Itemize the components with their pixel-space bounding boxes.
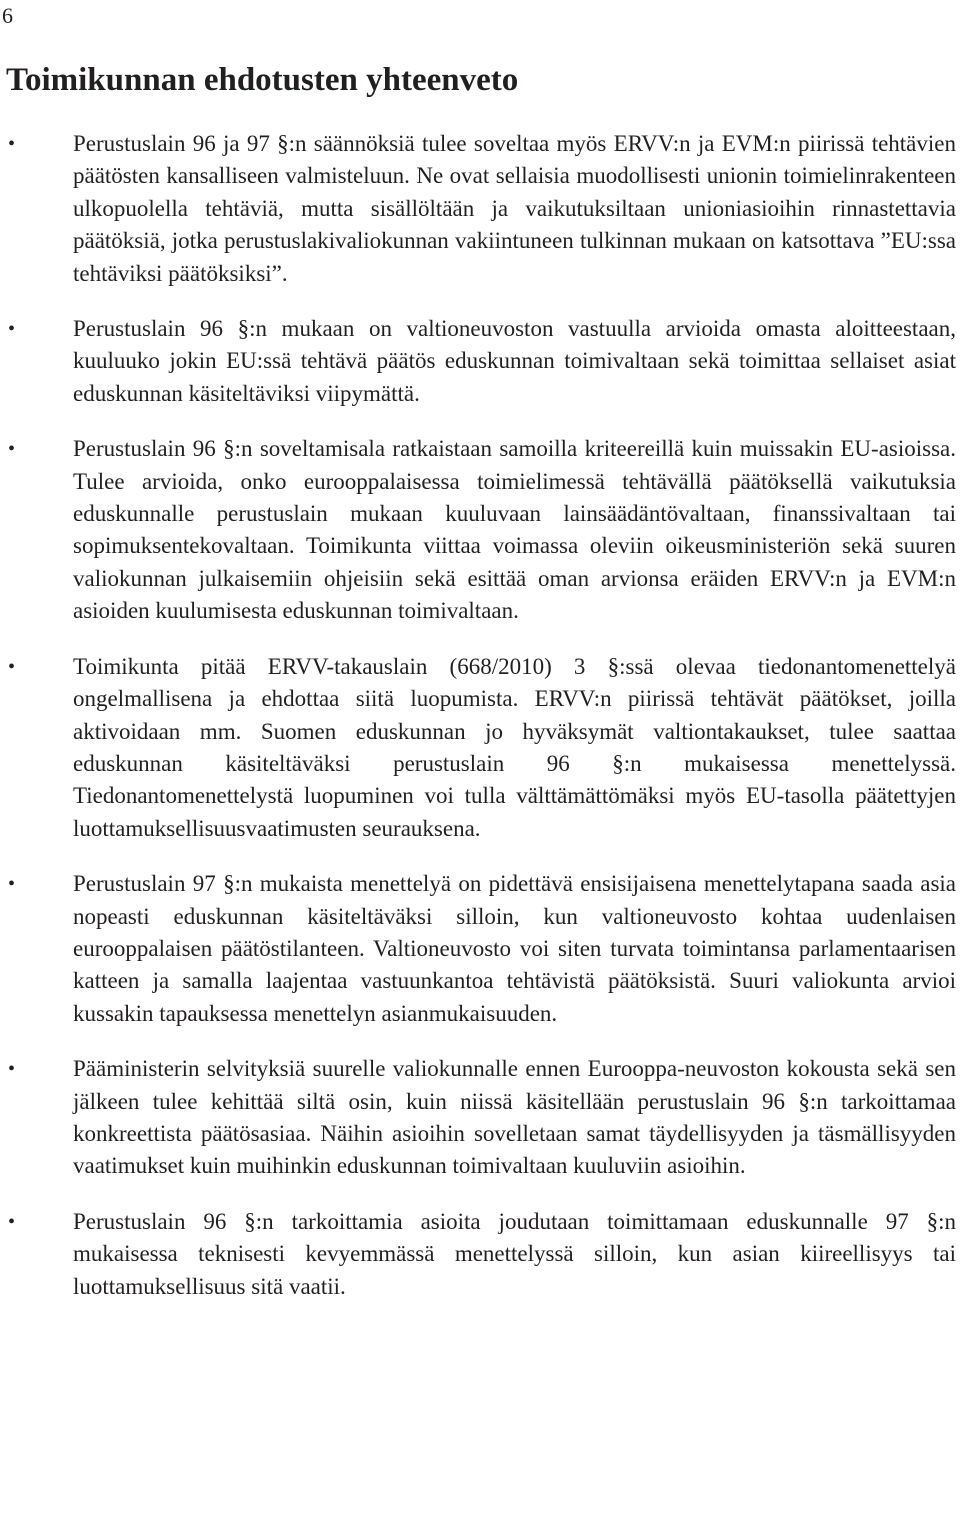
- bullet-icon: •: [8, 318, 16, 341]
- bullet-text: Perustuslain 97 §:n mukaista menettelyä on pidettävä ensisijaisena menettelytapana saada asia nopeasti eduskunnan käsiteltäväksi silloin, kun valtioneuvosto kohtaa uudenlaisen eurooppalaisen päätöstilanteen. Valtioneuvosto voi siten turvata toimintansa parlamentaarisen katteen ja samalla laajentaa vastuunkantoa tehtävistä päätöksistä. Suuri valiokunta arvioi kussakin tapauksessa menettelyn asianmukaisuuden.: [73, 871, 956, 1026]
- summary-bullet-2: [0, 313, 956, 410]
- summary-bullet-4: [0, 651, 956, 845]
- bullet-text: Pääministerin selvityksiä suurelle valiokunnalle ennen Eurooppa-neuvoston kokousta sekä sen jälkeen tulee kehittää siltä osin, kuin niissä käsitellään perustuslain 96 §:n tarkoittamaa konkreettista päätösasiaa. Näihin asioihin sovelletaan samat täydellisyyden ja täsmällisyyden vaatimukset kuin muihinkin eduskunnan toimivaltaan kuuluviin asioihin.: [73, 1056, 956, 1179]
- bullet-text: Toimikunta pitää ERVV-takauslain (668/2010) 3 §:ssä olevaa tiedonantomenettelyä ongelmallisena ja ehdottaa siitä luopumista. ERVV:n piirissä tehtävät päätökset, joilla aktivoidaan mm. Suomen eduskunnan jo hyväksymät valtiontakaukset, tulee saattaa eduskunnan käsiteltäväksi perustuslain 96 §:n mukaisessa menettelyssä. Tiedonantomenettelystä luopuminen voi tulla välttämättömäksi myös EU-tasolla päätettyjen luottamuksellisuusvaatimusten seurauksena.: [73, 653, 956, 841]
- bullet-icon: •: [8, 133, 16, 155]
- summary-bullet-list: [0, 128, 956, 1303]
- bullet-icon: •: [8, 655, 16, 678]
- bullet-text: Perustuslain 96 §:n soveltamisala ratkaistaan samoilla kriteereillä kuin muissakin EU-asioissa. Tulee arvioida, onko eurooppalaisessa toimielimessä tehtävällä päätöksellä vaikutuksia eduskunnalle perustuslain mukaan kuuluvaan lainsäädäntövaltaan, finanssivaltaan tai sopimuksentekovaltaan. Toimikunta viittaa voimassa oleviin oikeusministeriön sekä suuren valiokunnan julkaisemiin ohjeisiin sekä esittää oman arvionsa eräiden ERVV:n ja EVM:n asioiden kuulumisesta eduskunnan toimivaltaan.: [73, 436, 956, 624]
- page-title: Toimikunnan ehdotusten yhteenveto: [6, 62, 519, 98]
- bullet-text: Perustuslain 96 ja 97 §:n säännöksiä tulee soveltaa myös ERVV:n ja EVM:n piirissä tehtävien päätösten kansalliseen valmisteluun. Ne ovat sellaisia muodollisesti unionin toimielinrakenteen ulkopuolella tehtäviä, mutta sisällöltään ja vaikutuksiltaan unioniasioihin rinnastettavia päätöksiä, jotka perustuslakivaliokunnan vakiintuneen tulkinnan mukaan on katsottava ”EU:ssa tehtäviksi päätöksiksi”.: [73, 131, 956, 286]
- page-number: 6: [2, 3, 13, 28]
- summary-bullet-3: [0, 433, 956, 627]
- bullet-icon: •: [8, 1210, 16, 1233]
- bullet-text: Perustuslain 96 §:n tarkoittamia asioita joudutaan toimittamaan eduskunnalle 97 §:n mukaisessa teknisesti kevyemmässä menettelyssä silloin, kun asian kiireellisyys tai luottamuksellisuus sitä vaatii.: [73, 1208, 956, 1299]
- bullet-icon: •: [8, 873, 16, 896]
- bullet-icon: •: [8, 438, 16, 461]
- summary-bullet-6: [0, 1053, 956, 1183]
- summary-bullet-5: [0, 868, 956, 1030]
- summary-bullet-1: [0, 128, 956, 290]
- summary-bullet-7: [0, 1206, 956, 1303]
- bullet-text: Perustuslain 96 §:n mukaan on valtioneuvoston vastuulla arvioida omasta aloitteestaan, kuuluuko jokin EU:ssä tehtävä päätös eduskunnan toimivaltaan sekä toimittaa sellaiset asiat eduskunnan käsiteltäviksi viipymättä.: [73, 316, 956, 406]
- bullet-icon: •: [8, 1058, 16, 1081]
